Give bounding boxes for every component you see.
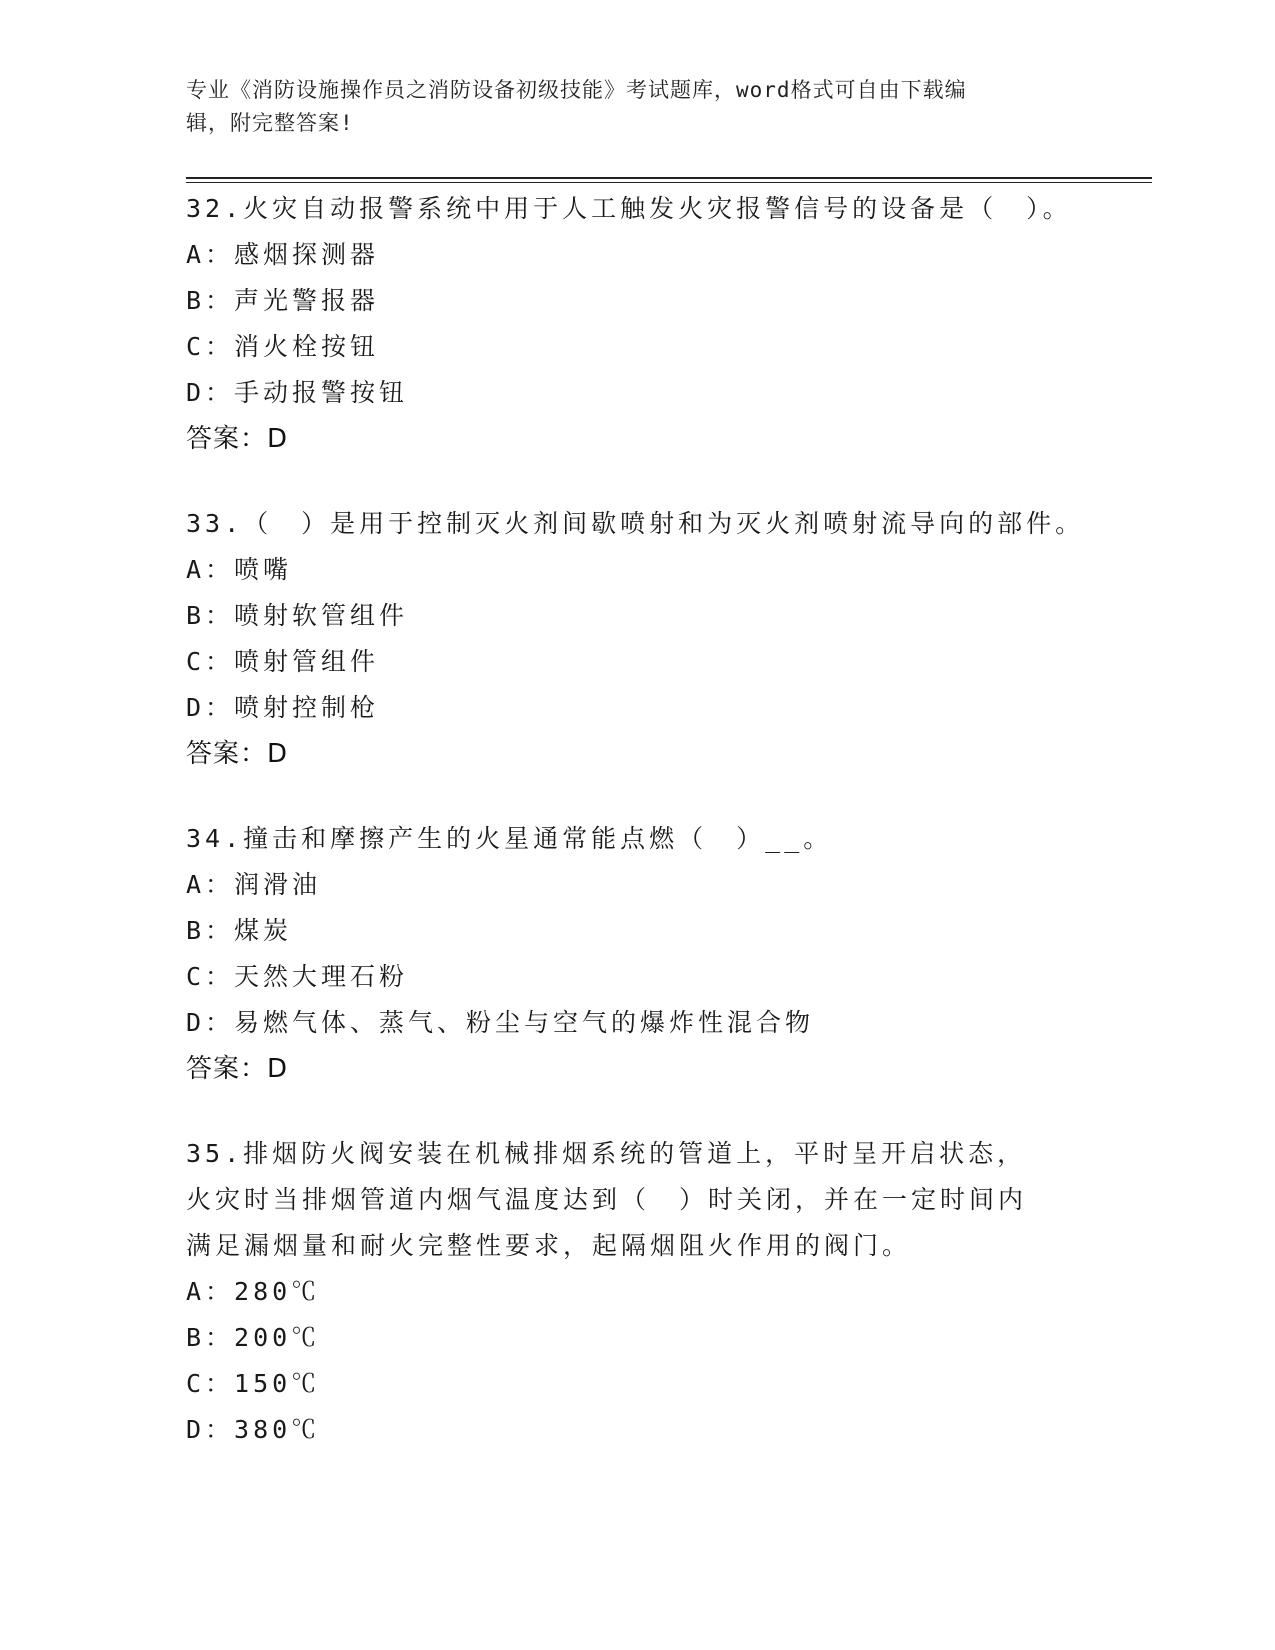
document-header (186, 74, 1076, 140)
option-a: A：喷嘴 (186, 555, 293, 584)
question-33 (186, 501, 1106, 777)
question-list (186, 186, 1106, 1453)
option-a: A：感烟探测器 (186, 240, 380, 269)
header-line-1: 专业《消防设施操作员之消防设备初级技能》考试题库，word格式可自由下载编 (186, 78, 967, 102)
option-d: D：喷射控制枪 (186, 693, 380, 722)
option-a: A：280℃ (186, 1277, 321, 1306)
option-b: B：200℃ (186, 1323, 321, 1352)
header-divider-thick (186, 177, 1152, 179)
question-text: 32.火灾自动报警系统中用于人工触发火灾报警信号的设备是（ ）。 (186, 194, 1072, 223)
option-d: D：380℃ (186, 1415, 321, 1444)
answer-line: 答案：D (186, 424, 289, 454)
question-35 (186, 1131, 1106, 1453)
question-text: 34.撞击和摩擦产生的火星通常能点燃（ ）__。 (186, 824, 833, 853)
question-text: 35.排烟防火阀安装在机械排烟系统的管道上，平时呈开启状态，火灾时当排烟管道内烟气温度达到（ ）时关闭，并在一定时间内满足漏烟量和耐火完整性要求，起隔烟阻火作用的阀门。 (186, 1139, 1028, 1260)
option-b: B：声光警报器 (186, 286, 380, 315)
header-divider-thin (186, 182, 1152, 183)
question-spacer (186, 1092, 1106, 1131)
question-text: 33.（ ）是用于控制灭火剂间歇喷射和为灭火剂喷射流导向的部件。 (186, 509, 1085, 538)
question-32 (186, 186, 1106, 462)
option-c: C：喷射管组件 (186, 647, 380, 676)
option-a: A：润滑油 (186, 870, 322, 899)
answer-line: 答案：D (186, 739, 289, 769)
option-d: D：手动报警按钮 (186, 378, 409, 407)
header-line-2: 辑，附完整答案! (186, 111, 354, 135)
question-spacer (186, 462, 1106, 501)
option-c: C：150℃ (186, 1369, 321, 1398)
option-d: D：易燃气体、蒸气、粉尘与空气的爆炸性混合物 (186, 1008, 815, 1037)
option-b: B：喷射软管组件 (186, 601, 409, 630)
option-c: C：消火栓按钮 (186, 332, 380, 361)
question-spacer (186, 777, 1106, 816)
option-c: C：天然大理石粉 (186, 962, 409, 991)
answer-line: 答案：D (186, 1054, 289, 1084)
option-b: B：煤炭 (186, 916, 293, 945)
question-34 (186, 816, 1106, 1092)
